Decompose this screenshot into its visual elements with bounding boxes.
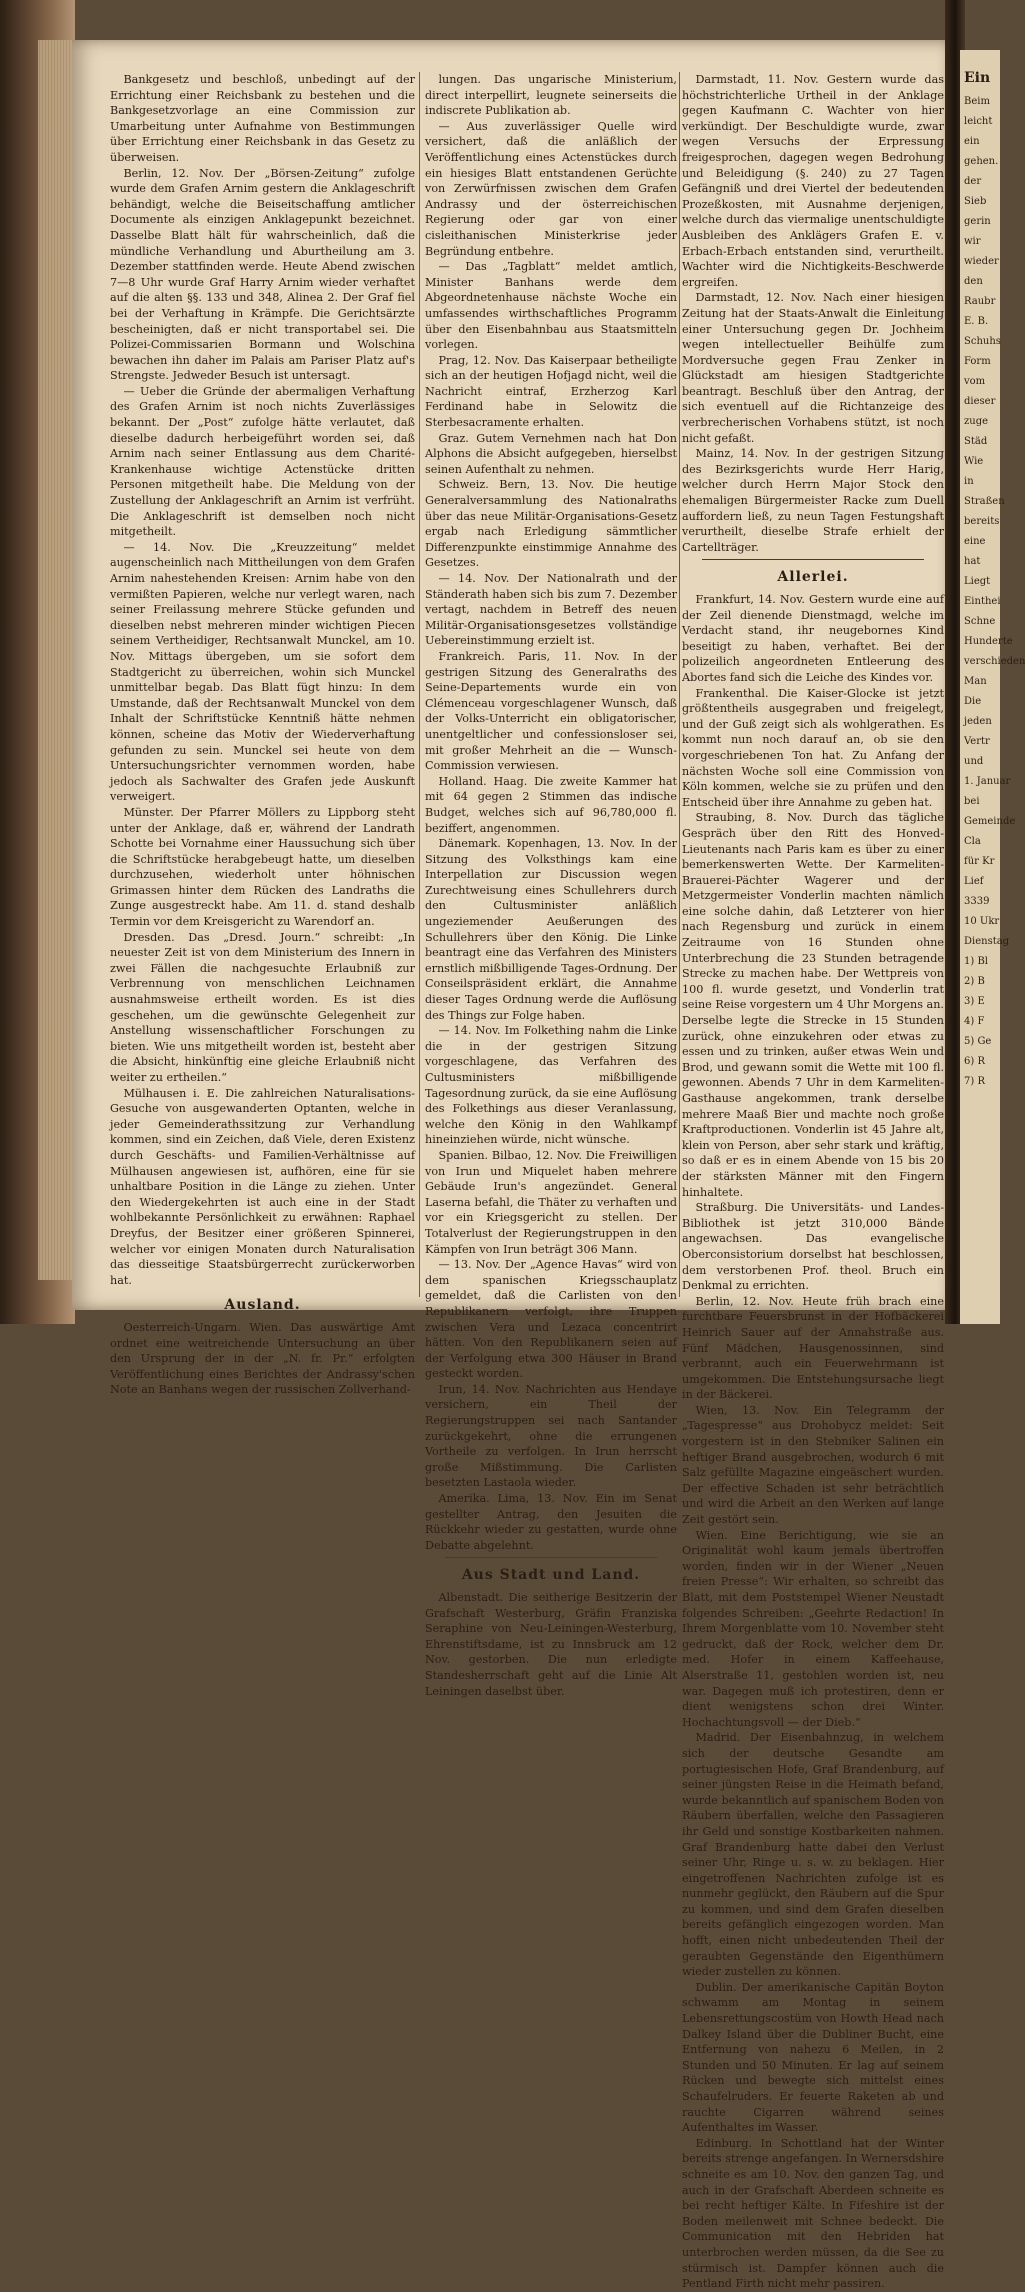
adjacent-page-line: 5) Ge (964, 1036, 992, 1047)
article-paragraph: Mülhausen i. E. Die zahlreichen Naturalisations-Gesuche von ausgewanderten Optanten, welche in jeder Gemeinderathssitzung zur Verhandlung kommen, sind ein Zeichen, daß Viele, deren Existenz durch Geschäfts- und Familien-Verhältnisse auf Mülhausen angewiesen ist, aufhören, eine für sie unhaltbare Position in die Länge zu ziehen. Unter den Wiedergekehrten ist auch eine in der Stadt wohlbekannte Persönlichkeit zu erwähnen: Raphael Dreyfus, der Besitzer einer größeren Spinnerei, welcher vor einigen Monaten durch Naturalisation das diesseitige Staatsbürgerrecht zurückerworben hat. (110, 1086, 415, 1287)
adjacent-page-line: der (964, 176, 982, 187)
adjacent-page-line: Schuhs (964, 336, 1001, 347)
section-head-ausland: Ausland. (224, 1297, 301, 1314)
adjacent-page-line: zuge (964, 416, 989, 427)
adjacent-page-line: 7) R (964, 1076, 985, 1087)
article-paragraph: Berlin, 12. Nov. Der „Börsen-Zeitung“ zufolge wurde dem Grafen Arnim gestern die Anklageschrift behändigt, welche die Beiseitschaffung amtlicher Documente als einzigen Anklagepunkt bezeichnet. Dasselbe Blatt hält für wahrscheinlich, daß die mündliche Verhandlung und Aburtheilung am 3. Dezember stattfinden werde. Heute Abend zwischen 7—8 Uhr wurde Graf Harry Arnim wieder verhaftet auf die alten §§. 133 und 348, Alinea 2. Der Graf fiel bei der Verhaftung in Krämpfe. Die Gerichtsärzte bescheinigten, daß er nicht transportabel sei. Die Polizei-Commissarien Bormann und Wolschina bewachen ihn daher im Palais am Pariser Platz auf's Strengste. Jedweder Besuch ist untersagt. (110, 166, 415, 383)
adjacent-page-line: 1) Bl (964, 956, 988, 967)
article-paragraph: Darmstadt, 12. Nov. Nach einer hiesigen Zeitung hat der Staats-Anwalt die Einleitung einer Untersuchung gegen Dr. Jochheim wegen intellectueller Beihülfe zum Mordversuche gegen Frau Zenker in Glückstadt am hiesigen Stadtgerichte beantragt. Beschluß über den Antrag, der sich eventuell auf die Richtanzeige des verbrecherischen Vorhabens stützt, ist noch nicht gefaßt. (682, 291, 944, 445)
adjacent-page-line: dieser (964, 396, 996, 407)
article-paragraph: Schweiz. Bern, 13. Nov. Die heutige Generalversammlung des Nationalraths über das neue Militär-Organisations-Gesetz ergab nach Erledigung sämmtlicher Differenzpunkte einstimmige Annahme des Gesetzes. (425, 478, 677, 570)
adjacent-page-line: gehen. (964, 156, 999, 167)
adjacent-page-line: Vertr (964, 736, 990, 747)
article-paragraph: Wien, 13. Nov. Ein Telegramm der „Tagespresse“ aus Drohobycz meldet: Seit vorgestern ist in den Stebniker Salinen ein heftiger Brand ausgebrochen, wodurch 6 mit Salz gefüllte Magazine eingeäschert wurden. Der effective Schaden ist sehr beträchtlich und wird die Arbeit an den Werken auf lange Zeit gestört sein. (682, 1403, 944, 1527)
article-paragraph: lungen. Das ungarische Ministerium, direct interpellirt, leugnete seinerseits die indiscrete Publikation ab. (425, 73, 677, 118)
column-2-articles (425, 72, 677, 1553)
adjacent-page-line: eine (964, 536, 986, 547)
article-paragraph: Irun, 14. Nov. Nachrichten aus Hendaye versichern, ein Theil der Regierungstruppen sei nach Santander zurückgekehrt, ohne die errungenen Vortheile zu verfolgen. In Irun herrscht große Mißstimmung. Die Carlisten besetzten Lastaola wieder. (425, 1382, 677, 1490)
section-head-allerlei: Allerlei. (777, 569, 849, 586)
section-divider (445, 1557, 657, 1558)
adjacent-page-line: Straßen (964, 496, 1005, 507)
adjacent-page-line: Schne (964, 616, 996, 627)
adjacent-page-line: verschieden (964, 656, 1025, 667)
article-paragraph: Prag, 12. Nov. Das Kaiserpaar betheiligte sich an der heutigen Hofjagd nicht, weil die Nachricht eintraf, Erzherzog Karl Ferdinand habe in Selowitz die Sterbesacramente erhalten. (425, 353, 677, 430)
article-paragraph: Amerika. Lima, 13. Nov. Ein im Senat gestellter Antrag, den Jesuiten die Rückkehr wieder zu gestatten, wurde ohne Debatte abgelehnt. (425, 1492, 677, 1552)
adjacent-page-line: Man (964, 676, 987, 687)
article-paragraph: — 14. Nov. Im Folkething nahm die Linke die in der gestrigen Sitzung vorgeschlagene, das Verfahren des Cultusministers mißbilligende Tagesordnung zurück, da sie eine Auflösung des Folkethings aus dieser Veranlassung, welche den König in den Wahlkampf hineinziehen würde, nicht wünsche. (425, 1024, 677, 1147)
article-paragraph: Frankreich. Paris, 11. Nov. In der gestrigen Sitzung des Generalraths des Seine-Departements wurde ein von Clémenceau vorgeschlagener Wunsch, daß der Volks-Unterricht ein obligatorischer, unentgeltlicher und confessionsloser sei, mit großer Mehrheit an die — Wunsch-Commission verwiesen. (425, 649, 677, 773)
adjacent-page-line: 10 Ukr (964, 916, 1000, 927)
article-albenstadt: Albenstadt. Die seitherige Besitzerin der Grafschaft Westerburg, Gräfin Franziska Seraphine von Neu-Leiningen-Westerburg, Ehrenstiftsdame, ist zu Innsbruck am 12 Nov. gestorben. Die nun erledigte Standesherrschaft geht auf die Linie Alt Leiningen daselbst über. (425, 1591, 677, 1698)
article-paragraph: — Aus zuverlässiger Quelle wird versichert, daß die anläßlich der Veröffentlichung eines Actenstückes durch ein hiesiges Blatt entstandenen Gerüchte von Zerwürfnissen zwischen dem Grafen Andrassy und der österreichischen Regierung oder gar von einer cisleithanischen Ministerkrise jeder Begründung entbehre. (425, 119, 677, 258)
adjacent-page (960, 50, 1025, 1324)
article-paragraph: Berlin, 12. Nov. Heute früh brach eine furchtbare Feuersbrunst in der Hofbäckerei Heinrich Sauer auf der Annahstraße aus. Fünf Mädchen, Hausgenossinnen, sind verbrannt, auch ein Feuerwehrmann ist umgekommen. Die Entstehungsursache liegt in der Bäckerei. (682, 1294, 944, 1402)
adjacent-page-line: 3) E (964, 996, 985, 1007)
adjacent-page-line: Form (964, 356, 991, 367)
article-paragraph: Bankgesetz und beschloß, unbedingt auf der Errichtung einer Reichsbank zu bestehen und die Bankgesetzvorlage an eine Commission zur Umarbeitung unter Aufnahme von Bestimmungen über Errichtung einer Reichsbank in das Gesetz zu überweisen. (110, 73, 415, 164)
article-paragraph: Edinburg. In Schottland hat der Winter bereits strenge angefangen. In Wernersdshire schneite es am 10. Nov. den ganzen Tag, und auch in der Grafschaft Aberdeen schneite es bei recht heftiger Kälte. In Fifeshire ist der Boden meilenweit mit Schnee bedeckt. Die Communication mit den Hebriden hat unterbrochen werden müssen, da die See zu stürmisch ist. Dampfer können auch die Pentland Firth nicht mehr passiren. (682, 2136, 944, 2291)
adjacent-page-line: Cla (964, 836, 981, 847)
article-paragraph: Mainz, 14. Nov. In der gestrigen Sitzung des Bezirksgerichts wurde Herr Harig, welcher durch Herrn Major Stock den ehemaligen Bürgermeister Racke zum Duell auffordern ließ, zu neun Tagen Festungshaft verurtheilt, dieselbe Strafe erhielt der Cartellträger. (682, 447, 944, 554)
article-paragraph: Frankenthal. Die Kaiser-Glocke ist jetzt größtentheils ausgegraben und freigelegt, und der Guß zeigt sich als wohlgerathen. Es kommt nun noch darauf an, ob sie den vorgeschriebenen Ton hat. Zu Anfang der nächsten Woche soll eine Commission von Köln kommen, welche sie zu prüfen und den Entscheid über ihre Annahme zu geben hat. (682, 686, 944, 809)
adjacent-page-head: Ein (964, 70, 991, 86)
adjacent-page-line: 2) B (964, 976, 985, 987)
adjacent-page-line: vom (964, 376, 986, 387)
adjacent-page-line: Raubr (964, 296, 996, 307)
adjacent-page-line: bereits (964, 516, 1000, 527)
article-paragraph: Holland. Haag. Die zweite Kammer hat mit 64 gegen 2 Stimmen das indische Budget, welches sich auf 96,780,000 fl. beziffert, angenommen. (425, 774, 677, 835)
article-paragraph: — 13. Nov. Der „Agence Havas“ wird von dem spanischen Kriegsschauplatz gemeldet, daß die Carlisten von den Republikanern verfolgt, ihre Truppen zwischen Vera und Lezaca concentrirt hätten. Von den Republikanern seien auf der Verfolgung etwa 300 Häuser in Brand gesteckt worden. (425, 1258, 677, 1381)
adjacent-page-line: Einthei (964, 596, 1001, 607)
adjacent-page-line: und (964, 756, 984, 767)
article-paragraph: Dänemark. Kopenhagen, 13. Nov. In der Sitzung des Volksthings kam eine Interpellation zur Discussion wegen Zurechtweisung eines Schullehrers durch den Cultusminister anläßlich ungeziemender Aeußerungen des Schullehrers über den König. Die Linke beantragt eine das Verfahren des Ministers ernstlich mißbilligende Tages-Ordnung. Der Conseilspräsident erklärt, die Annahme dieser Tages Ordnung werde die Auflösung des Things zur Folge haben. (425, 837, 677, 1022)
section-divider (702, 559, 924, 560)
adjacent-page-line: Die (964, 696, 982, 707)
adjacent-page-line: Gemeinde (964, 816, 1016, 827)
adjacent-page-line: wieder (964, 256, 999, 267)
adjacent-page-line: in (964, 476, 974, 487)
adjacent-page-line: Beim (964, 96, 990, 107)
adjacent-page-line: Dienstag (964, 936, 1010, 947)
article-paragraph: — Ueber die Gründe der abermaligen Verhaftung des Grafen Arnim ist noch nichts Zuverlässiges bekannt. Der „Post“ zufolge hätte verlautet, daß dieselbe dadurch herbeigeführt worden sei, daß Arnim nach seiner Entlassung aus dem Charité-Krankenhause wichtige Actenstücke dritten Personen mitgetheilt habe. Die Meldung von der Zustellung der Anklageschrift an Arnim ist verfrüht. Die Anklageschrift ist demselben noch nicht mitgetheilt. (110, 384, 415, 539)
adjacent-page-line: 6) R (964, 1056, 985, 1067)
adjacent-page-line: Lief (964, 876, 984, 887)
column-3 (682, 72, 944, 2291)
adjacent-page-line: ein (964, 136, 980, 147)
adjacent-page-line: 1. Januar (964, 776, 1011, 787)
column-3-articles (682, 72, 944, 555)
adjacent-page-line: E. B. (964, 316, 989, 327)
adjacent-page-line: für Kr (964, 856, 995, 867)
article-paragraph: — Das „Tagblatt“ meldet amtlich, Minister Banhans werde dem Abgeordnetenhause nächste Woche ein umfassendes wirthschaftliches Programm über den Eisenbahnbau aus Staatsmitteln vorlegen. (425, 260, 677, 352)
adjacent-page-line: hat (964, 556, 981, 567)
section-head-stadt-land: Aus Stadt und Land. (461, 1567, 641, 1584)
article-paragraph: Darmstadt, 11. Nov. Gestern wurde das höchstrichterliche Urtheil in der Anklage gegen Kaufmann C. Wachter von hier verkündigt. Der Beschuldigte wurde, zwar wegen Versuchs der Erpressung freigesprochen, dagegen wegen Bedrohung und Beleidigung (§. 240) zu 27 Tagen Gefängniß und drei Viertel der bedeutenden Prozeßkosten, mit Ausnahme derjenigen, welche durch das viermalige unentschuldigte Ausbleiben des Anklägers Grafen E. v. Erbach-Erbach entstanden sind, verurtheilt. Wachter wird die Nichtigkeits-Beschwerde ergreifen. (682, 73, 944, 289)
article-oesterreich: Oesterreich-Ungarn. Wien. Das auswärtige Amt ordnet eine weitreichende Untersuchung an über den Ursprung der in der „N. fr. Pr.“ erfolgten Veröffentlichung eines Berichtes der Andrassy'schen Note an Banhans wegen der russischen Zollverhand- (110, 1320, 415, 1397)
article-paragraph: Straßburg. Die Universitäts- und Landes-Bibliothek ist jetzt 310,000 Bände angewachsen. Das evangelische Oberconsistorium dorselbst hat beschlossen, dem verstorbenen Prof. theol. Bruch ein Denkmal zu errichten. (682, 1201, 944, 1293)
adjacent-page-line: Städ (964, 436, 988, 447)
adjacent-page-line: leicht (964, 116, 993, 127)
allerlei-articles (682, 592, 944, 2292)
column-2 (425, 72, 677, 1698)
article-paragraph: — 14. Nov. Der Nationalrath und der Ständerath haben sich bis zum 7. Dezember vertagt, nachdem in Betreff des neuen Militär-Organisationsgesetzes vollständige Uebereinstimmung erzielt ist. (425, 572, 677, 648)
adjacent-page-line: jeden (964, 716, 992, 727)
adjacent-page-line: bei (964, 796, 980, 807)
adjacent-page-line: 4) F (964, 1016, 985, 1027)
article-paragraph: Spanien. Bilbao, 12. Nov. Die Freiwilligen von Irun und Miquelet haben mehrere Gebäude Irun's angezündet. General Laserna befahl, die Thäter zu verhaften und vor ein Kriegsgericht zu stellen. Der Totalverlust der Regierungstruppen in den Kämpfen von Irun beträgt 306 Mann. (425, 1148, 677, 1256)
article-paragraph: Dresden. Das „Dresd. Journ.“ schreibt: „In neuester Zeit ist von dem Ministerium des Innern in zwei Fällen die nachgesuchte Erlaubniß zur Verbrennung von menschlichen Leichnamen ausnahmsweise ertheilt worden. Es ist dies geschehen, um die gewünschte Gelegenheit zur Anstellung wissenschaftlicher Forschungen zu bieten. Wie uns mitgetheilt worden ist, besteht aber die Absicht, hinkünftig eine gleiche Erlaubniß nicht weiter zu ertheilen.“ (110, 930, 415, 1084)
adjacent-page-line: gerin (964, 216, 991, 227)
adjacent-page-line: den (964, 276, 983, 287)
article-paragraph: Dublin. Der amerikanische Capitän Boyton schwamm am Montag in seinem Lebensrettungscostüm von Howth Head nach Dalkey Island über die Dubliner Bucht, eine Entfernung von nahezu 6 Meilen, in 2 Stunden und 50 Minuten. Er lag auf seinem Rücken und bewegte sich mittelst eines Schaufelruders. Er feuerte Raketen ab und rauchte Cigarren während seines Aufenthaltes im Wasser. (682, 1980, 944, 2135)
column-rule (679, 72, 680, 1297)
article-paragraph: Graz. Gutem Vernehmen nach hat Don Alphons die Absicht aufgegeben, hierselbst seinen Aufenthalt zu nehmen. (425, 431, 677, 476)
adjacent-page-line: Wie (964, 456, 984, 467)
adjacent-page-line: 3339 (964, 896, 990, 907)
column-1 (110, 72, 415, 1397)
article-paragraph: Madrid. Der Eisenbahnzug, in welchem sich der deutsche Gesandte am portugiesischen Hofe, Graf Brandenburg, auf seiner jüngsten Reise in die Heimath befand, wurde bekanntlich auf spanischem Boden von Räubern überfallen, welche den Passagieren ihr Geld und sonstige Kostbarkeiten nahmen. Graf Brandenburg hatte dabei den Verlust seiner Uhr, Ringe u. s. w. zu beklagen. Hier eingetroffenen Nachrichten zufolge ist es nunmehr geglückt, den Räubern auf die Spur zu kommen, und sind dem Grafen dieselben bereits gefänglich eingezogen worden. Man hofft, einen nicht unbedeutenden Theil der geraubten Gegenstände den Eigenthümern wieder zustellen zu können. (682, 1731, 944, 1979)
adjacent-page-lines (960, 92, 1025, 1092)
article-paragraph: Münster. Der Pfarrer Möllers zu Lippborg steht unter der Anklage, daß er, während der Landrath Schotte bei Vornahme einer Haussuchung sich über die Schriftstücke herabgebeugt hatte, um dieselben durchzusehen, wiederholt unter höhnischen Grimassen hinter dem Rücken des Landraths die Zunge ausgestreckt habe. Am 11. d. stand deshalb Termin vor dem Kreisgericht zu Warendorf an. (110, 805, 415, 929)
column-1-articles (110, 72, 415, 1288)
adjacent-page-line: Hunderte (964, 636, 1013, 647)
article-paragraph: Straubing, 8. Nov. Durch das tägliche Gespräch über den Ritt des Honved-Lieutenants nach Paris kam es über zu einer bemerkenswerten Wette. Der Karmeliten-Brauerei-Pächter Wagerer und der Metzgermeister Vonderlin machten nämlich eine solche dahin, daß Letzterer von hier nach Regensburg und zurück in einem Zeitraume von 16 Stunden ohne Unterbrechung die 23 Stunden betragende Strecke zu machen habe. Der Wettpreis von 100 fl. wurde gesetzt, und Vonderlin trat seine Reise vorgestern um 4 Uhr Morgens an. Derselbe legte die Strecke in 15 Stunden zurück, ohne einzukehren oder etwas zu essen und zu trinken, außer etwas Wein und Brod, und gewann somit die Wette mit 100 fl. gewonnen. Abends 7 Uhr in dem Karmeliten-Gasthause angekommen, trank derselbe mehrere Maaß Bier und machte noch große Kraftproductionen. Vonderlin ist 45 Jahre alt, klein von Person, aber sehr stark und kräftig, so daß er es in einem Abende von 15 bis 20 der stärksten Männer mit den Fingern hinhaltete. (682, 811, 944, 1199)
adjacent-page-line: Sieb (964, 196, 987, 207)
adjacent-page-line: Liegt (964, 576, 991, 587)
article-paragraph: Frankfurt, 14. Nov. Gestern wurde eine auf der Zeil dienende Dienstmagd, welche im Verdacht stand, ihr neugebornes Kind beseitigt zu haben, verhaftet. Bei der polizeilich angeordneten Entleerung des Abortes fand sich die Leiche des Kindes vor. (682, 593, 944, 684)
column-rule (419, 72, 420, 1297)
article-paragraph: Wien. Eine Berichtigung, wie sie an Originalität wohl kaum jemals übertroffen worden, finden wir in der Wiener „Neuen freien Presse“: Wir erhalten, so schreibt das Blatt, mit dem Poststempel Wiener Neustadt folgendes Schreiben: „Geehrte Redaction! In Ihrem Morgenblatte vom 10. November steht gedruckt, daß der Rock, welcher dem Dr. med. Hofer in einem Kaffeehause, Alserstraße 11, gestohlen worden ist, neu war. Dagegen muß ich protestiren, denn er dient wenigstens schon drei Winter. Hochachtungsvoll — der Dieb.“ (682, 1528, 944, 1729)
adjacent-page-line: wir (964, 236, 981, 247)
article-paragraph: — 14. Nov. Die „Kreuzzeitung“ meldet augenscheinlich nach Mittheilungen von dem Grafen Arnim nahestehenden Kreisen: Arnim habe von den vermißten Papieren, welche nur verlegt waren, nach seiner Freilassung mehrere Stücke gefunden und dieselben nebst mehreren minder wichtigen Piecen seinem Vertheidiger, Rechtsanwalt Munckel, am 10. Nov. Mittags übergeben, um sie sofort dem Stadtgericht zu überreichen, wohin sich Munckel unmittelbar begab. Das Blatt fügt hinzu: In dem Umstande, daß der Rechtsanwalt Munckel von dem Inhalt der Schriftstücke Kenntniß hätte nehmen können, scheine das Motiv der Wiederverhaftung gefunden zu sein. Munckel sei heute von dem Untersuchungsrichter vernommen worden, habe jedoch als Sachwalter des Grafen jede Auskunft verweigert. (110, 540, 415, 804)
